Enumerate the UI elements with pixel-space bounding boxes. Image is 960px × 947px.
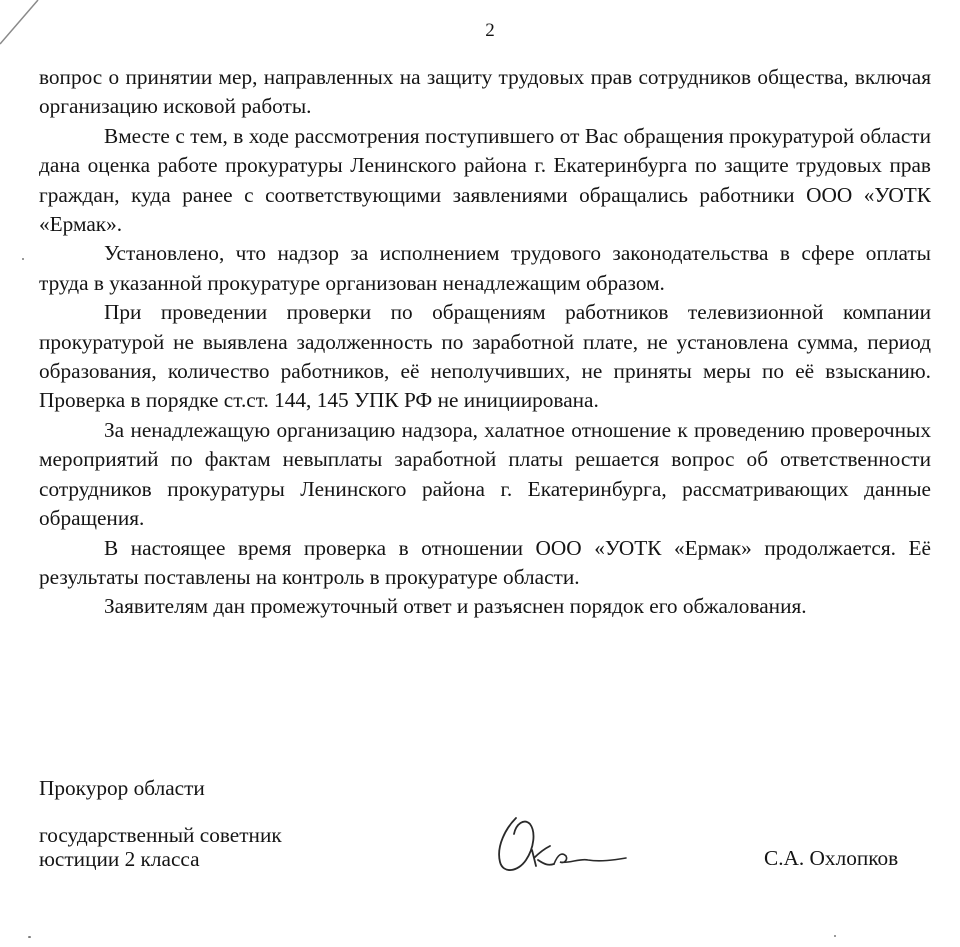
signatory-rank-line: государственный советник: [39, 823, 282, 847]
page-number: 2: [485, 20, 495, 41]
signatory-rank: [39, 823, 282, 871]
signatory-title: Прокурор области: [39, 776, 205, 800]
paragraph: При проведении проверки по обращениям работников телевизионной компании прокуратурой не выявлена задолженность по заработной плате, не установлена сумма, период образования, количество работников, её неполучивших, не приняты меры по её взысканию. Проверка в порядке ст.ст. 144, 145 УПК РФ не инициирована.: [39, 300, 931, 413]
paragraph: вопрос о принятии мер, направленных на защиту трудовых прав сотрудников общества, включая организацию исковой работы.: [39, 65, 931, 119]
signatory-rank-line: юстиции 2 класса: [39, 847, 200, 871]
paragraph: Установлено, что надзор за исполнением трудового законодательства в сфере оплаты труда в указанной прокуратуре организован ненадлежащим образом.: [39, 241, 931, 295]
scan-speck: [22, 258, 24, 260]
paragraph: Вместе с тем, в ходе рассмотрения поступившего от Вас обращения прокуратурой области дана оценка работе прокуратуры Ленинского района г. Екатеринбурга по защите трудовых прав граждан, куда ранее с соответствующими заявлениями обращались работники ООО «УОТК «Ермак».: [39, 123, 931, 237]
handwritten-signature-icon: [488, 810, 638, 880]
paragraph: В настоящее время проверка в отношении ООО «УОТК «Ермак» продолжается. Её результаты поставлены на контроль в прокуратуре области.: [39, 535, 931, 589]
scan-speck: [28, 936, 31, 938]
paragraph: Заявителям дан промежуточный ответ и разъяснен порядок его обжалования.: [104, 594, 807, 619]
signatory-name: С.А. Охлопков: [764, 846, 899, 870]
scan-speck: [834, 935, 836, 937]
letter-body: [39, 63, 931, 622]
paragraph: За ненадлежащую организацию надзора, халатное отношение к проведению проверочных мероприятий по фактам невыплаты заработной платы решается вопрос об ответственности сотрудников прокуратуры Ленинского района г. Екатеринбурга, рассматривающих данные обращения.: [39, 417, 931, 531]
